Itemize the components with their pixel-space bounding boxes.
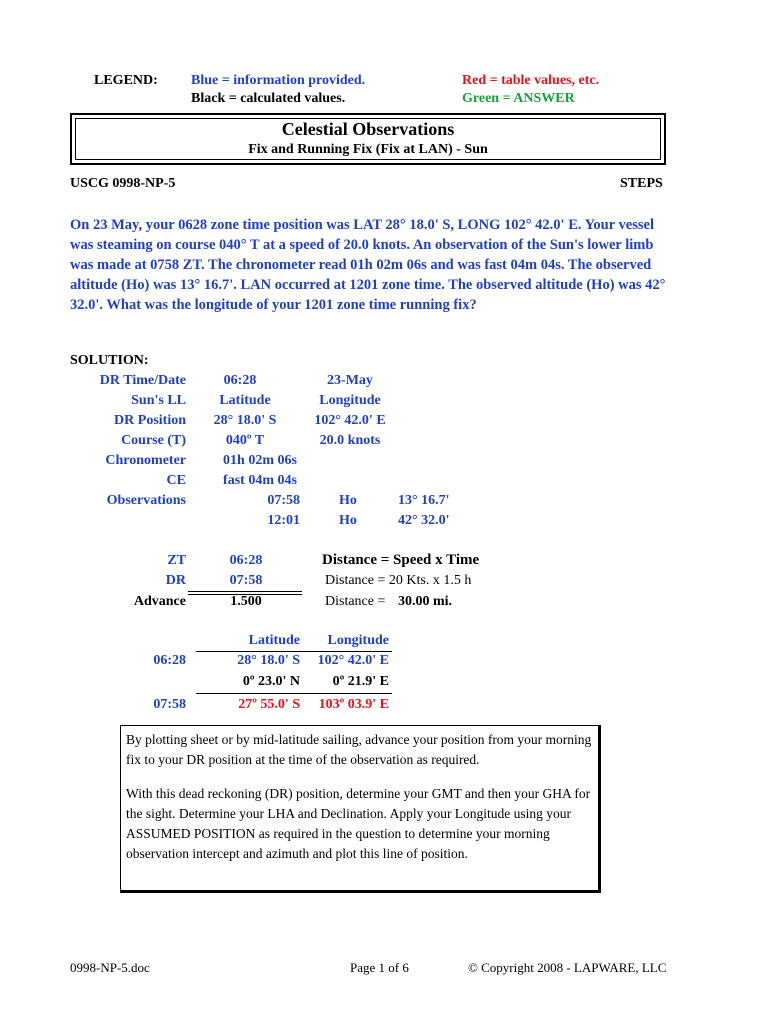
row1-longitude: 102° 42.0' E — [317, 653, 389, 668]
latitude-label: Latitude — [219, 393, 271, 408]
row2-longitude: 103º 03.9' E — [318, 697, 389, 712]
table-rule-1 — [196, 651, 392, 652]
advance-value: 1.500 — [230, 594, 262, 609]
legend-red: Red = table values, etc. — [462, 73, 600, 88]
instructions-paragraph-1: By plotting sheet or by mid-latitude sailing, advance your position from your morning fix to your DR position at the time of the observation as required. — [126, 732, 592, 767]
obs2-ho: 42° 32.0' — [398, 513, 450, 528]
distance-formula: Distance = Speed x Time — [322, 552, 480, 568]
table-latitude-header: Latitude — [248, 633, 300, 648]
delta-longitude: 0º 21.9' E — [332, 674, 389, 689]
row1-time: 06:28 — [153, 653, 186, 668]
row1-latitude: 28° 18.0' S — [237, 653, 300, 668]
dr-time: 06:28 — [223, 373, 257, 388]
zt-value: 06:28 — [229, 553, 263, 568]
dr-label: DR — [165, 573, 186, 588]
title-box — [70, 113, 666, 165]
page-subtitle: Fix and Running Fix (Fix at LAN) - Sun — [248, 142, 488, 157]
footer-copyright: © Copyright 2008 - LAPWARE, LLC — [468, 960, 667, 975]
advance-rule-top — [188, 591, 302, 592]
course-value: 040º T — [225, 433, 265, 448]
instructions-paragraph-2: With this dead reckoning (DR) position, determine your GMT and then your GHA for the sight. Determine your LHA and Declination. Apply your Longitude using your ASSUMED POSITION as required in the question to determine your morning observation intercept and azimuth and plot this line of position. — [126, 786, 591, 861]
table-rule-2 — [196, 693, 392, 694]
row2-time: 07:58 — [153, 697, 186, 712]
observations-label: Observations — [106, 493, 186, 508]
legend-label: LEGEND: — [94, 73, 158, 88]
course-label: Course (T) — [121, 433, 186, 448]
steps-label: STEPS — [620, 176, 663, 191]
ce-value: fast 04m 04s — [223, 473, 297, 488]
dr-value: 07:58 — [229, 573, 263, 588]
legend-green: Green = ANSWER — [462, 91, 575, 106]
problem-statement: On 23 May, your 0628 zone time position was LAT 28° 18.0' S, LONG 102° 42.0' E. Your vessel was steaming on course 040° T at a speed of 20.0 knots. An observation of the Sun's lower limb was made at 0758 ZT. The chronometer read 01h 02m 06s and was fast 04m 04s. The observed altitude (Ho) was 13° 16.7'. LAN occurred at 1201 zone time. The observed altitude (Ho) was 42° 32.0'. What was the longitude of your 1201 zone time running fix? — [70, 217, 666, 313]
suns-ll-label: Sun's LL — [131, 393, 186, 408]
instructions-box — [120, 725, 601, 893]
row2-latitude: 27º 55.0' S — [238, 697, 300, 712]
delta-latitude: 0º 23.0' N — [242, 674, 300, 689]
zt-label: ZT — [167, 553, 186, 568]
dr-latitude: 28° 18.0' S — [213, 413, 277, 428]
dr-longitude: 102° 42.0' E — [314, 413, 386, 428]
obs2-ho-label: Ho — [339, 513, 357, 528]
chronometer-label: Chronometer — [105, 453, 186, 468]
footer-filename: 0998-NP-5.doc — [70, 960, 150, 975]
speed-value: 20.0 knots — [319, 433, 381, 448]
doc-id: USCG 0998-NP-5 — [70, 176, 176, 191]
obs1-ho-label: Ho — [339, 493, 357, 508]
distance-result-label: Distance = — [325, 594, 386, 609]
ce-label: CE — [166, 473, 186, 488]
dr-date: 23-May — [327, 373, 373, 388]
legend-blue: Blue = information provided. — [191, 73, 366, 88]
distance-result: 30.00 mi. — [398, 594, 453, 609]
obs1-ho: 13° 16.7' — [398, 493, 450, 508]
solution-heading: SOLUTION: — [70, 353, 149, 368]
dr-time-label: DR Time/Date — [99, 373, 186, 388]
legend-black: Black = calculated values. — [191, 91, 346, 106]
distance-calc: Distance = 20 Kts. x 1.5 h — [325, 573, 472, 588]
longitude-label: Longitude — [319, 393, 381, 408]
dr-position-label: DR Position — [114, 413, 186, 428]
advance-label: Advance — [133, 594, 186, 609]
obs1-time: 07:58 — [267, 493, 300, 508]
page-title: Celestial Observations — [281, 119, 455, 139]
obs2-time: 12:01 — [267, 513, 300, 528]
table-longitude-header: Longitude — [327, 633, 389, 648]
chronometer-value: 01h 02m 06s — [223, 453, 297, 468]
footer-page: Page 1 of 6 — [350, 960, 409, 975]
